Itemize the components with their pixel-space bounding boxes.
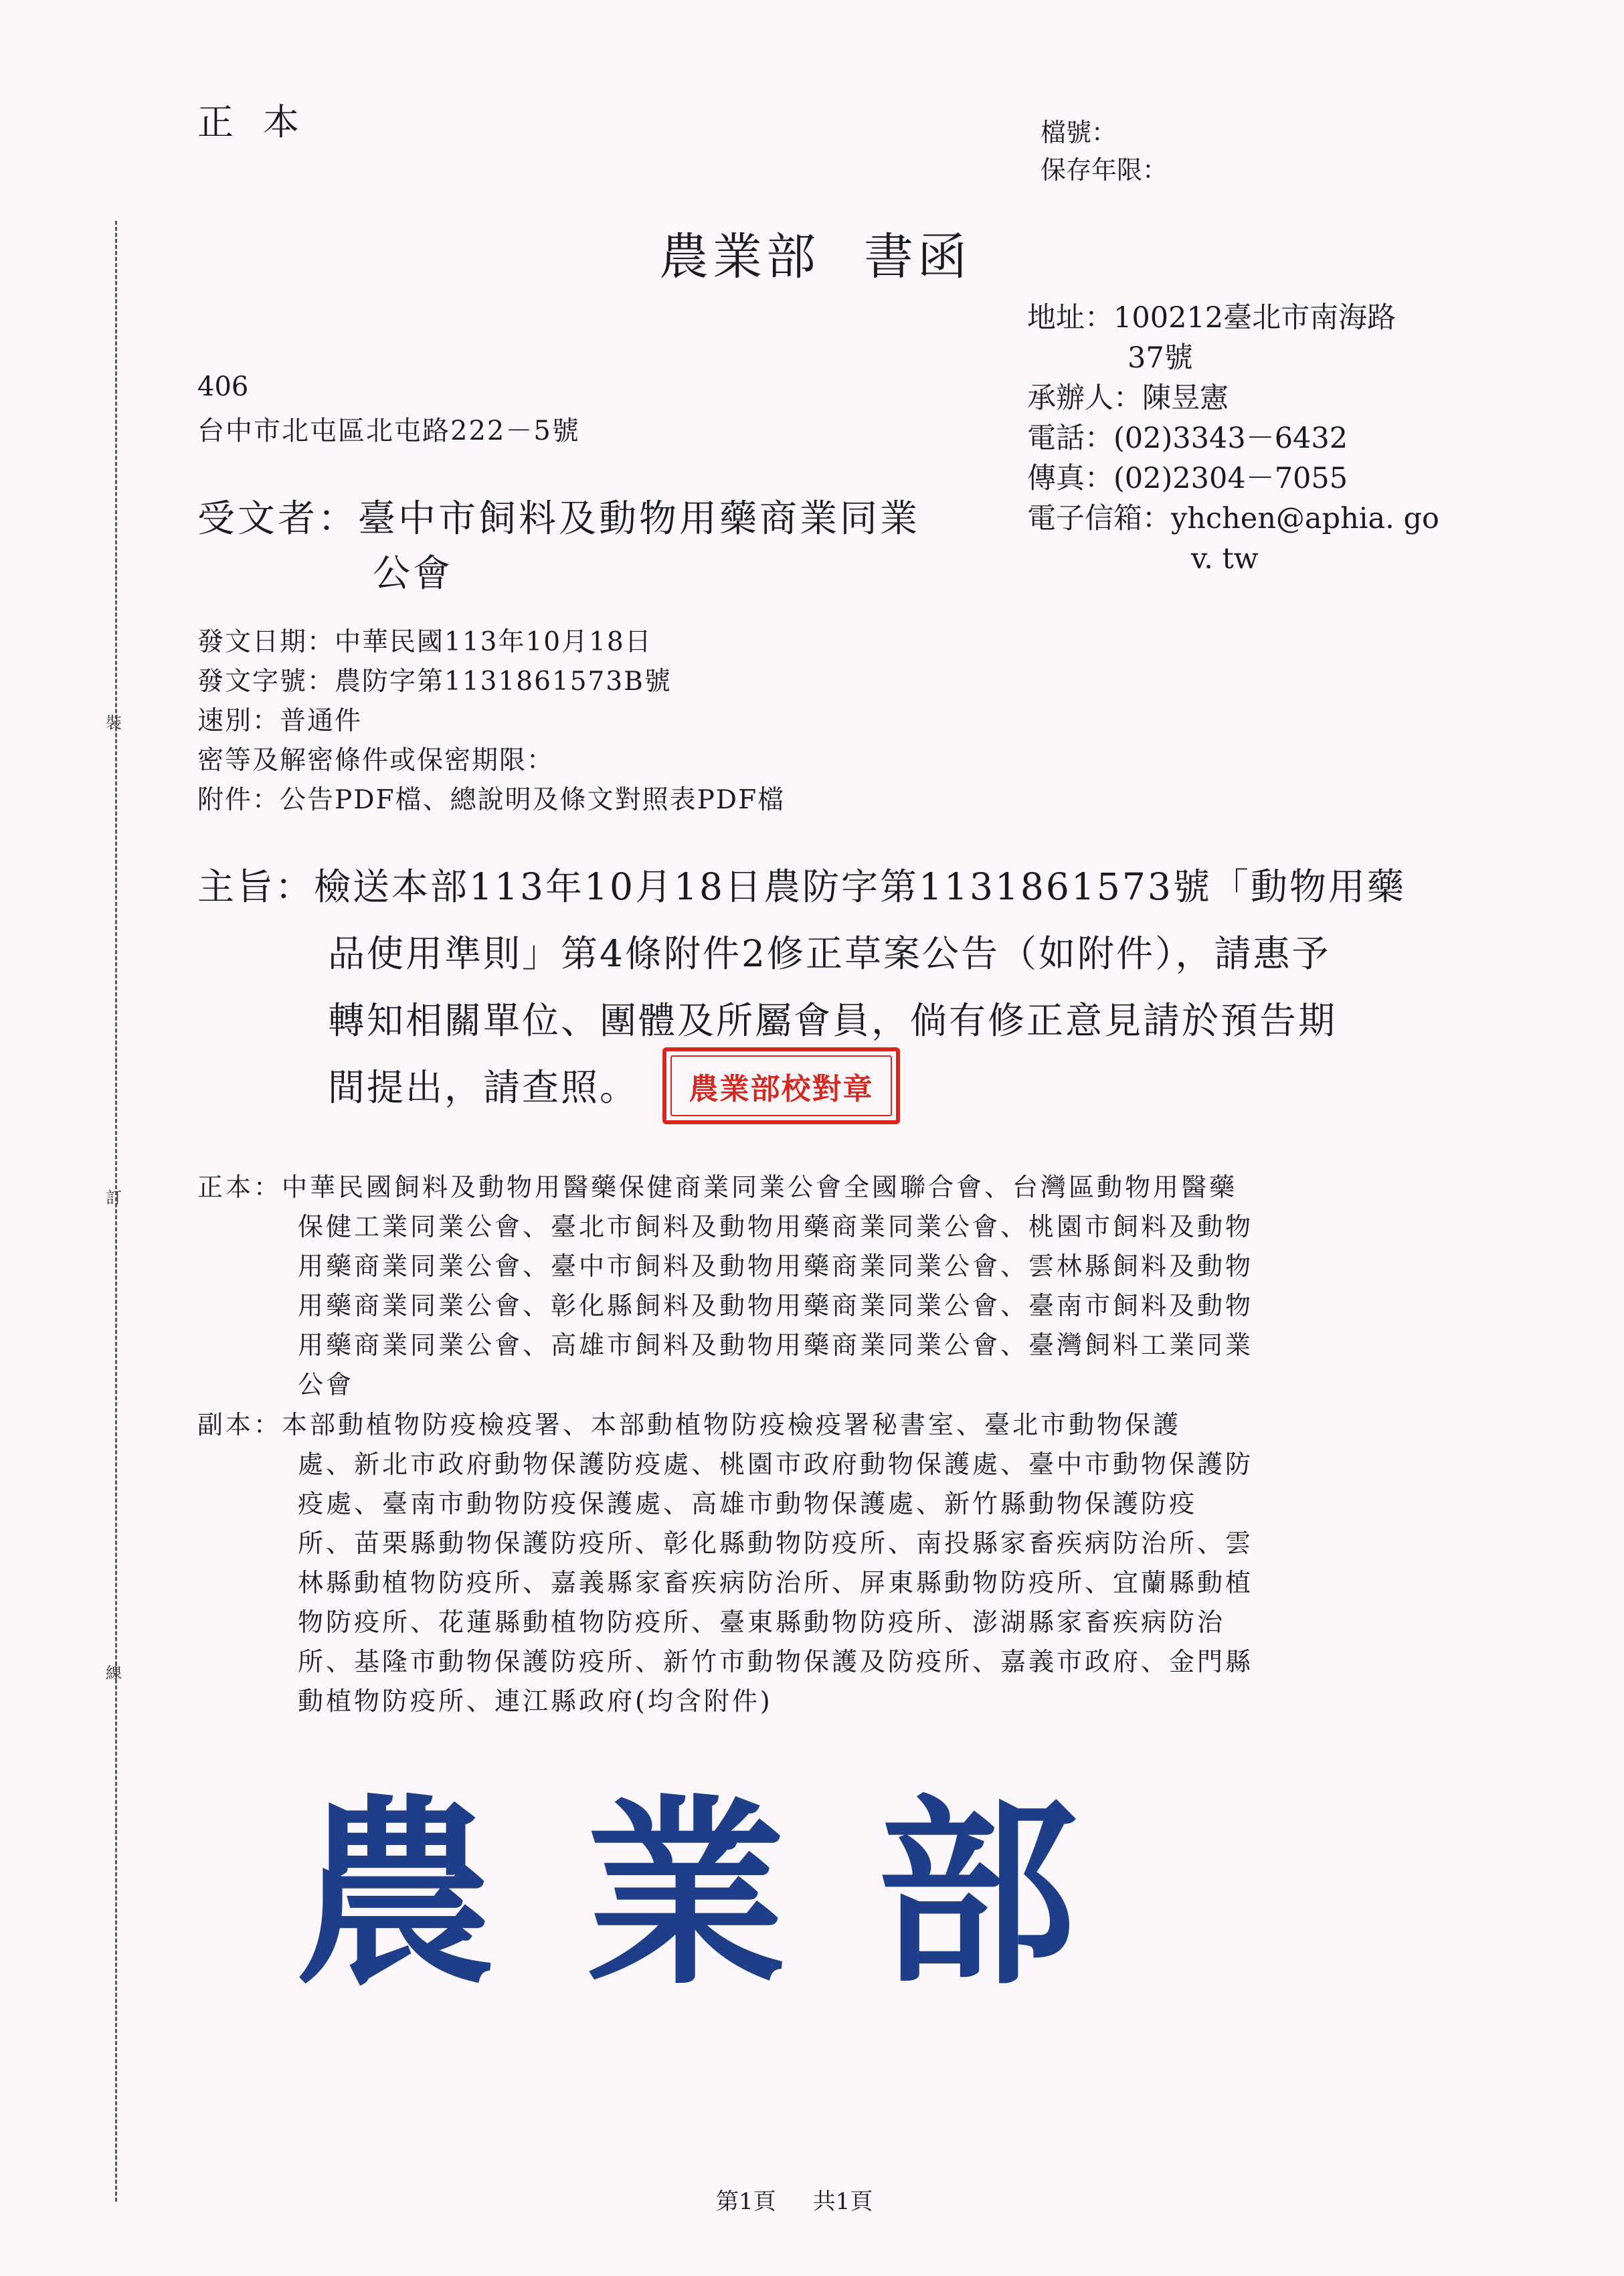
cc-distribution-line: 所、基隆市動物保護防疫所、新竹市動物保護及防疫所、嘉義市政府、金門縣 (298, 1647, 1254, 1676)
recipient-zip: 406 (197, 371, 249, 402)
cc-distribution-line: 動植物防疫所、連江縣政府(均含附件) (298, 1686, 773, 1716)
sender-info (1027, 298, 1439, 579)
main-distribution-line: 保健工業同業公會、臺北市飼料及動物用藥商業同業公會、桃園市飼料及動物 (298, 1212, 1254, 1241)
binding-mark-bind: 裝 (106, 713, 122, 732)
title-kind: 書函 (864, 228, 971, 286)
fax-label: 傳真： (1027, 462, 1113, 495)
main-distribution-label: 正本： (197, 1172, 282, 1202)
delivery-speed: 速別：普通件 (197, 706, 363, 736)
recipient-block (197, 492, 920, 602)
cc-distribution-line: 疫處、臺南市動物防疫保護處、高雄市動物保護處、新竹縣動物保護防疫 (298, 1489, 1198, 1518)
retention-period-label: 保存年限： (1041, 155, 1168, 185)
document-title (659, 217, 971, 288)
cc-distribution-label: 副本： (197, 1410, 282, 1439)
fax-value: (02)2304－7055 (1113, 462, 1348, 495)
binding-mark-staple: 訂 (106, 1189, 122, 1207)
issue-number: 發文字號：農防字第1131861573B號 (197, 667, 672, 697)
recipient-name-line1: 臺中市飼料及動物用藥商業同業 (358, 497, 920, 541)
address-label: 地址： (1027, 301, 1113, 335)
email-label: 電子信箱： (1027, 502, 1171, 535)
subject-line3: 轉知相關單位、團體及所屬會員，倘有修正意見請於預告期 (328, 999, 1338, 1042)
main-distribution-line: 中華民國飼料及動物用醫藥保健商業同業公會全國聯合會、台灣區動物用醫藥 (282, 1172, 1238, 1202)
subject-label: 主旨： (197, 865, 314, 908)
copy-type-label: 正本 (197, 101, 329, 143)
ministry-seal: 農業部 (294, 1775, 1168, 2012)
binding-margin-line (115, 221, 117, 2202)
issue-date: 發文日期：中華民國113年10月18日 (197, 627, 652, 657)
recipient-address: 台中市北屯區北屯路222－5號 (197, 416, 580, 446)
cc-distribution (197, 1405, 1253, 1721)
page-number (716, 2183, 873, 2216)
main-distribution-line: 用藥商業同業公會、高雄市飼料及動物用藥商業同業公會、臺灣飼料工業同業 (298, 1330, 1254, 1360)
address-line2: 37號 (1127, 341, 1193, 375)
proofreading-stamp (662, 1047, 900, 1124)
recipient-name-line2: 公會 (373, 552, 453, 596)
contact-value: 陳昱憲 (1142, 381, 1229, 415)
file-number-label: 檔號： (1041, 118, 1117, 147)
recipient-label: 受文者： (197, 497, 358, 541)
main-distribution (197, 1168, 1253, 1405)
email-line1: yhchen@aphia. go (1171, 502, 1439, 535)
cc-distribution-line: 本部動植物防疫檢疫署、本部動植物防疫檢疫署秘書室、臺北市動物保護 (282, 1410, 1182, 1439)
main-distribution-line: 用藥商業同業公會、臺中市飼料及動物用藥商業同業公會、雲林縣飼料及動物 (298, 1251, 1254, 1281)
stamp-text: 農業部校對章 (689, 1071, 874, 1106)
cc-distribution-line: 林縣動植物防疫所、嘉義縣家畜疾病防治所、屏東縣動物防疫所、宜蘭縣動植 (298, 1568, 1254, 1597)
cc-distribution-line: 物防疫所、花蓮縣動植物防疫所、臺東縣動物防疫所、澎湖縣家畜疾病防治 (298, 1607, 1226, 1637)
cc-distribution-line: 所、苗栗縣動物保護防疫所、彰化縣動物防疫所、南投縣家畜疾病防治所、雲 (298, 1528, 1254, 1558)
main-distribution-line: 用藥商業同業公會、彰化縣飼料及動物用藥商業同業公會、臺南市飼料及動物 (298, 1291, 1254, 1320)
subject-line1: 檢送本部113年10月18日農防字第1131861573號「動物用藥 (314, 865, 1406, 908)
binding-mark-line: 線 (106, 1664, 122, 1682)
attachments: 附件：公告PDF檔、總說明及條文對照表PDF檔 (197, 785, 786, 815)
contact-label: 承辦人： (1027, 381, 1142, 415)
title-org: 農業部 (659, 228, 820, 286)
phone-label: 電話： (1027, 422, 1113, 455)
cc-distribution-line: 處、新北市政府動物保護防疫處、桃園市政府動物保護處、臺中市動物保護防 (298, 1450, 1254, 1479)
email-line2: v. tw (1191, 542, 1259, 576)
main-distribution-line: 公會 (298, 1370, 355, 1399)
phone-value: (02)3343－6432 (1113, 422, 1348, 455)
page-current: 第1頁 (716, 2188, 776, 2215)
page-total: 共1頁 (812, 2188, 873, 2215)
subject-line2: 品使用準則」第4條附件2修正草案公告（如附件），請惠予 (328, 932, 1331, 975)
document-info (197, 622, 785, 820)
subject-line4: 間提出，請查照。 (328, 1066, 639, 1109)
confidentiality: 密等及解密條件或保密期限： (197, 746, 555, 776)
address-line1: 100212臺北市南海路 (1113, 301, 1396, 335)
file-meta (1041, 114, 1168, 189)
